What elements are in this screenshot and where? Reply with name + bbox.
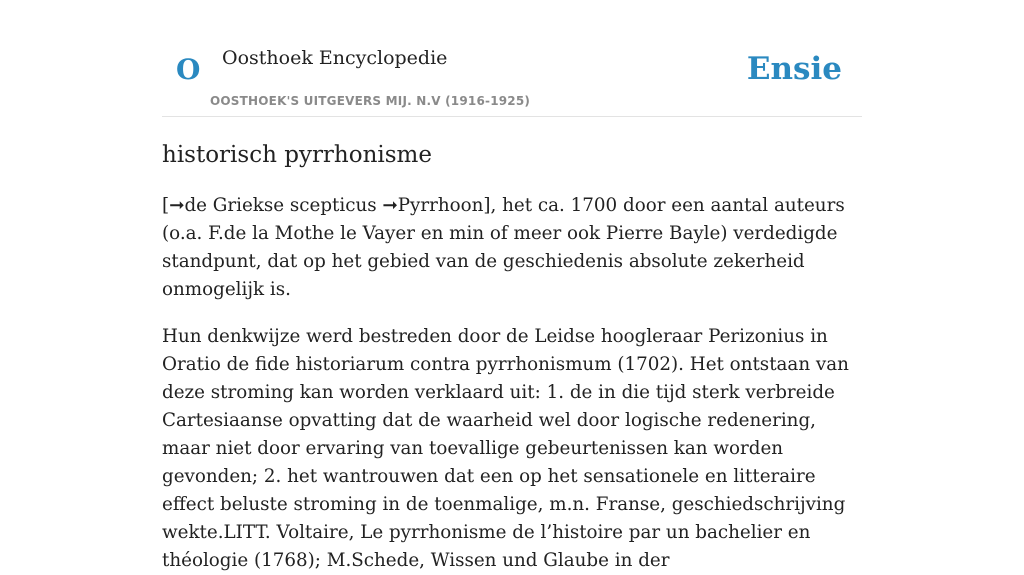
logo-letter[interactable]: O: [176, 53, 201, 86]
ensie-logo[interactable]: Ensie: [746, 51, 842, 87]
article-paragraph-2: Hun denkwijze werd bestreden door de Leidse hoogleraar Perizonius in Oratio de fide historiarum contra pyrrhonismum (1702). Het ontstaan van deze stroming kan worden verklaard uit: 1. de in die tijd sterk verbreide Cartesiaanse opvatting dat de waarheid wel door logische redenering, maar niet door ervaring van toevallige gebeurtenissen kan worden gevonden; 2. het wantrouwen dat een op het sensationele en litteraire effect beluste stroming in de toenmalige, m.n. Franse, geschiedschrijving wekte.LITT. Voltaire, Le pyrrhonisme de l’histoire par un bachelier en théologie (1768); M.Schede, Wissen und Glaube in der: [162, 326, 849, 571]
encyclopedia-title[interactable]: Oosthoek Encyclopedie: [222, 47, 448, 69]
article-title: historisch pyrrhonisme: [162, 142, 432, 168]
article: [162, 136, 862, 575]
article-paragraph-1: [➞de Griekse scepticus ➞Pyrrhoon], het ca. 1700 door een aantal auteurs (o.a. F.de la Mothe le Vayer en min of meer ook Pierre Bayle) verdedigde standpunt, dat op het gebied van de geschiedenis absolute zekerheid onmogelijk is.: [162, 195, 845, 300]
site-header: [162, 0, 862, 117]
publisher-label: OOSTHOEK'S UITGEVERS MIJ. N.V (1916-1925): [210, 94, 531, 108]
